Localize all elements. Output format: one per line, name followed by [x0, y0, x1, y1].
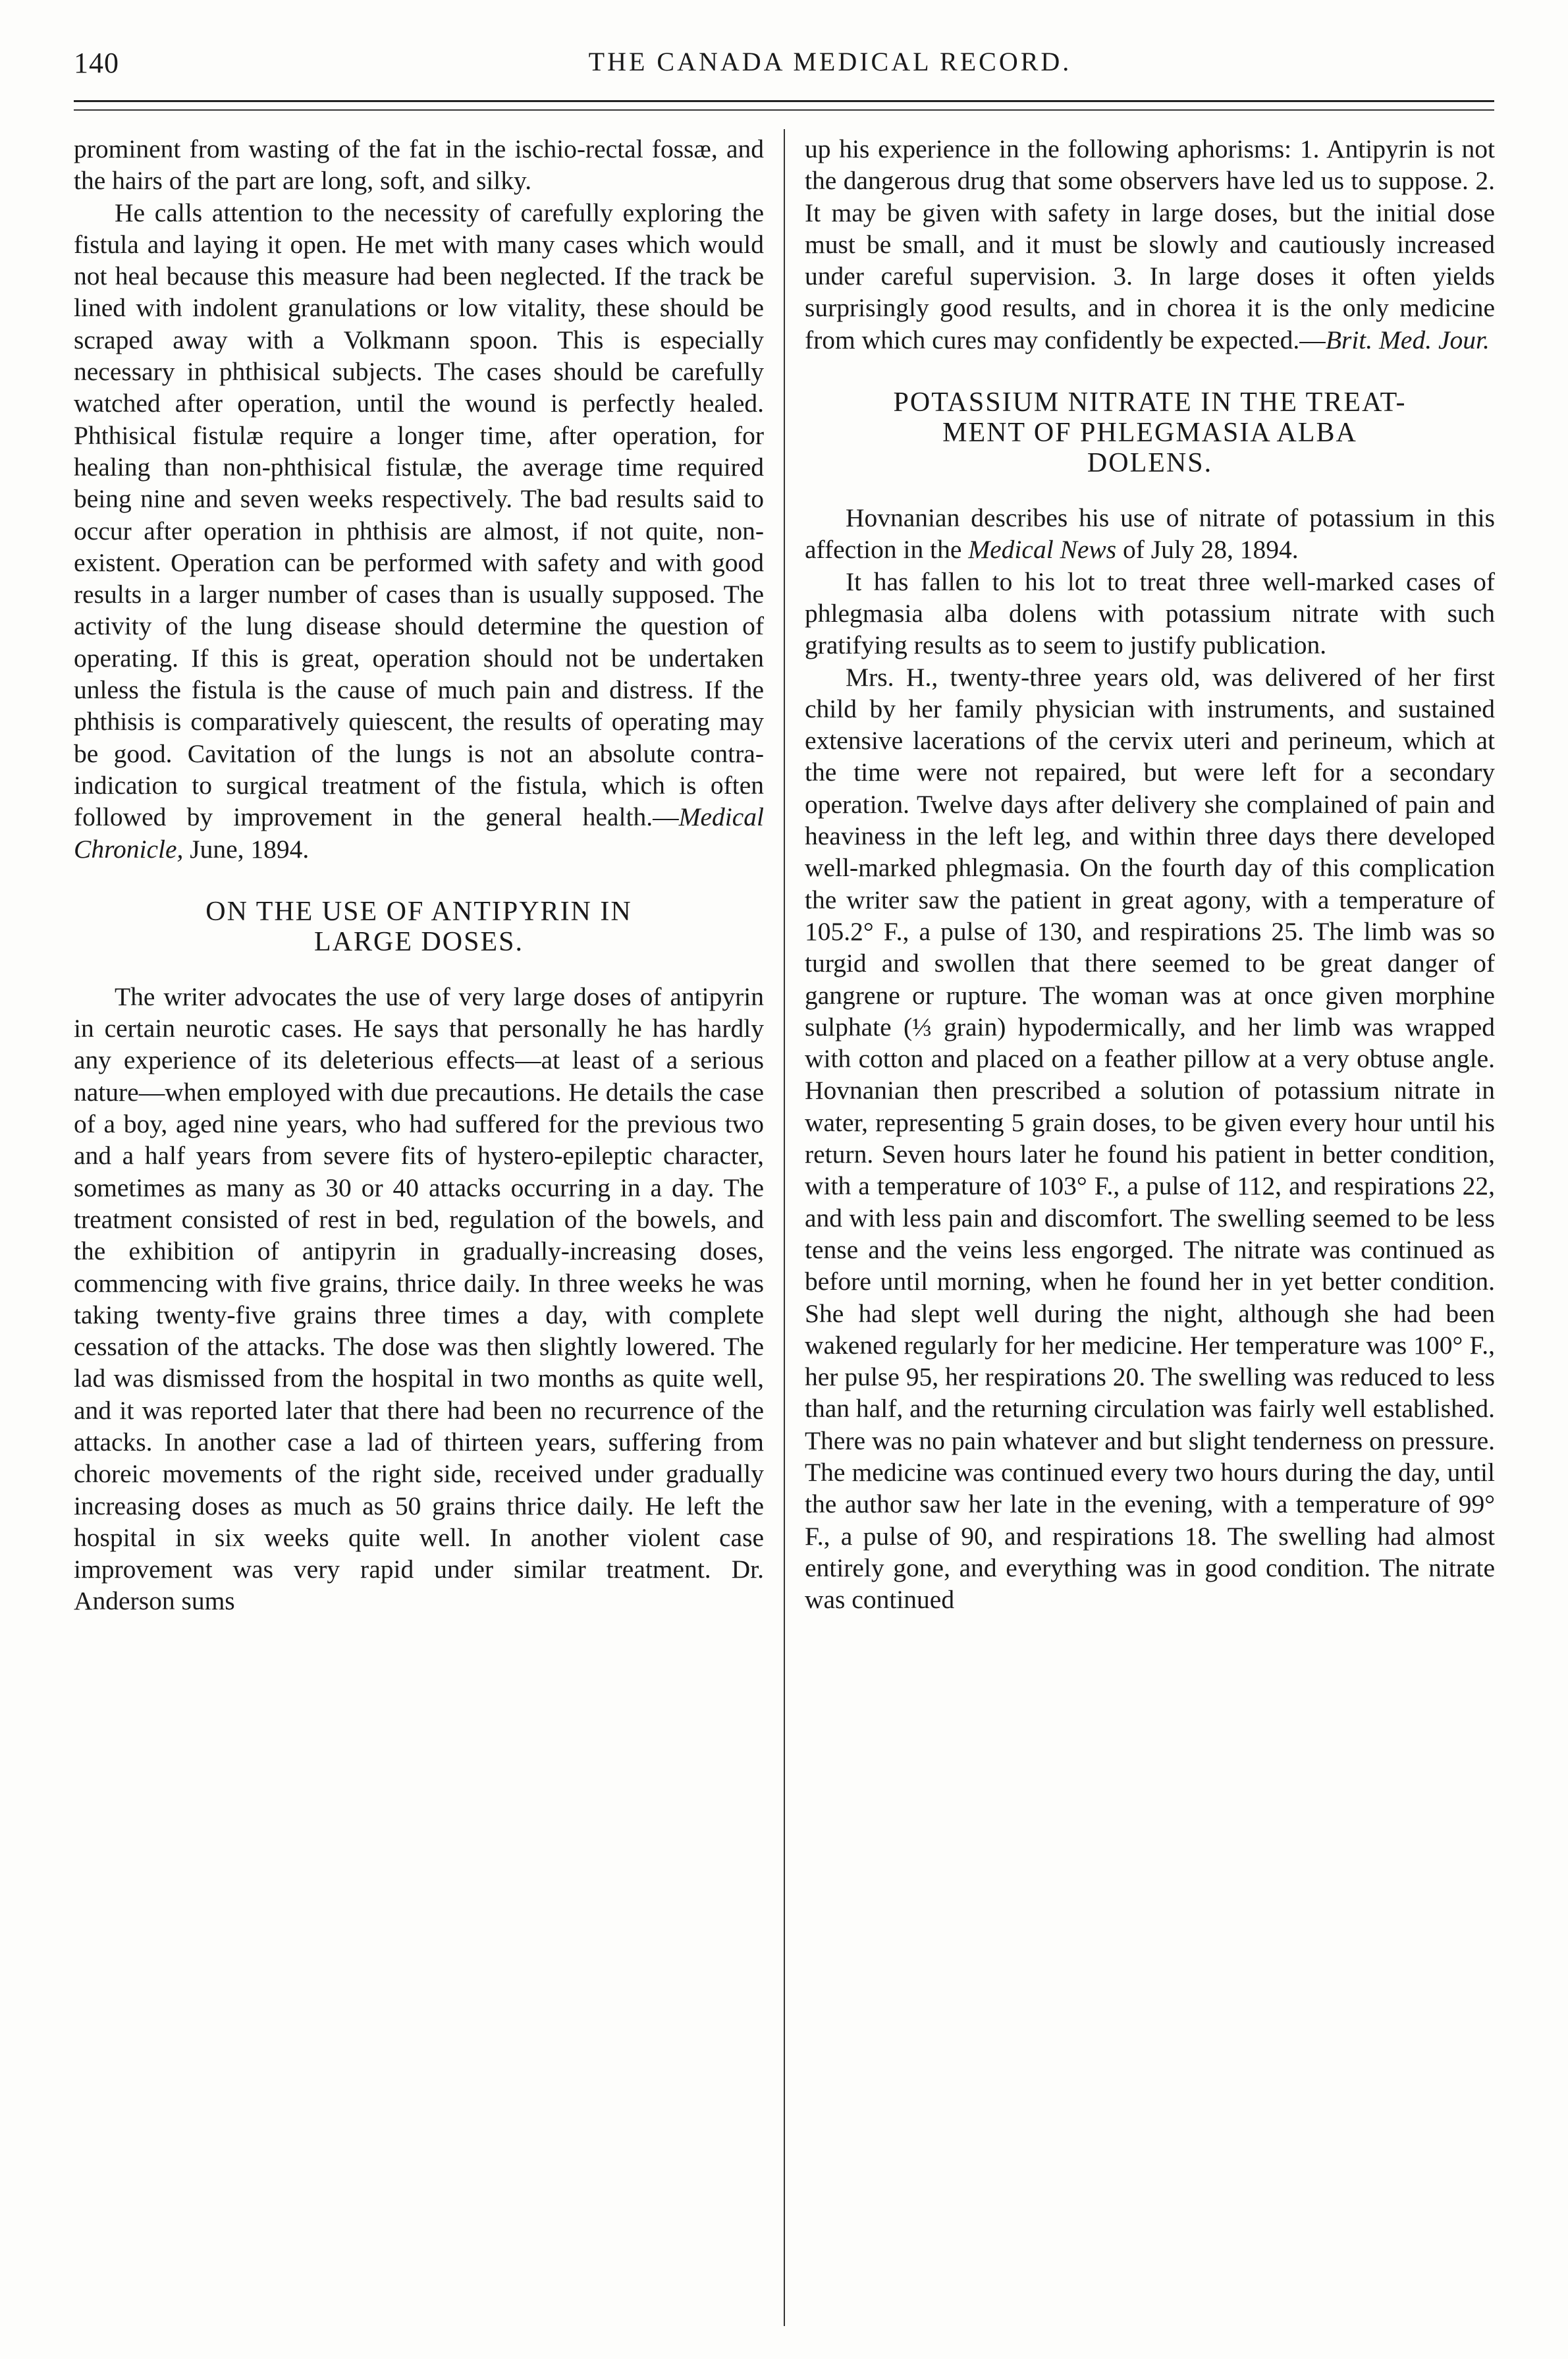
heading-line: ON THE USE OF ANTIPYRIN IN [205, 896, 632, 927]
header-rule-bottom [74, 109, 1494, 111]
paragraph-text: of July 28, 1894. [1116, 535, 1299, 565]
paragraph-text: He calls attention to the necessity of carefully exploring the fistula and laying it open. He met with many cases which would not heal because this measure had been neglected. If the track be lined with indolent granulations or low vitality, these should be scraped away with a Volkmann spoon. This is especially necessary in phthisical subjects. The cases should be carefully watched after operation, until the wound is perfectly healed. Phthisical fistulæ require a longer time, after operation, for healing than non-phthisical fistulæ, the average time required being nine and seven weeks respectively. The bad results said to occur after operation in phthisis are almost, if not quite, non-existent. Operation can be performed with safety and with good results in a larger number of cases than is usually supposed. The activity of the lung disease should determine the question of operating. If this is great, operation should not be undertaken unless the fistula is the cause of much pain and distress. If the phthisis is comparatively quiescent, the results of operating may be good. Cavitation of the lungs is not an absolute contra-indication to surgical treatment of the fistula, which is often followed by improvement in the general health.— [74, 198, 764, 832]
journal-title: THE CANADA MEDICAL RECORD. [588, 47, 1072, 76]
citation-source: Medical News [968, 535, 1117, 565]
paragraph-text: It has fallen to his lot to treat three well-marked cases of phlegmasia alba dolens with potassium nitrate with such gratifying results as to seem to justify publication. [805, 567, 1495, 660]
section-heading [805, 387, 1495, 478]
citation-source: Medical Chronicle, [74, 802, 764, 864]
section-heading [74, 897, 764, 957]
right-column [805, 133, 1495, 1615]
heading-line: DOLENS. [1087, 448, 1213, 479]
paragraph [805, 133, 1495, 356]
page-number: 140 [74, 47, 119, 79]
heading-line: MENT OF PHLEGMASIA ALBA [942, 418, 1357, 449]
paragraph-text: up his experience in the following aphorisms: 1. Antipyrin is not the dangerous drug that some observers have led us to suppose. 2. It may be given with safety in large doses, but the initial dose must be small, and it must be slowly and cautiously increased under careful supervision. 3. In large doses it often yields surprisingly good results, and in chorea it is the only medicine from which cures may confidently be expected.— [805, 134, 1495, 354]
paragraph [74, 981, 764, 1617]
running-head [0, 46, 1568, 86]
paragraph [805, 502, 1495, 566]
left-column [74, 133, 764, 1617]
paragraph [74, 197, 764, 865]
paragraph [74, 133, 764, 197]
paragraph [805, 566, 1495, 661]
citation-date: June, 1894. [183, 834, 310, 864]
heading-line: LARGE DOSES. [313, 926, 524, 957]
column-divider [784, 129, 785, 2326]
paragraph-text: Hovnanian describes his use of nitrate of potassium in this affection in the [805, 503, 1495, 565]
paragraph-text: prominent from wasting of the fat in the ischio-rectal fossæ, and the hairs of the part are long, soft, and silky. [74, 134, 764, 196]
citation-source: Brit. Med. Jour. [1325, 325, 1490, 354]
paragraph-text: Mrs. H., twenty-three years old, was delivered of her first child by her family physician with instruments, and sustained extensive lacerations of the cervix uteri and perineum, which at the time were not repaired, but were left for a secondary operation. Twelve days after delivery she complained of pain and heaviness in the left leg, and within three days there developed well-marked phlegmasia. On the fourth day of this complication the writer saw the patient in great agony, with a temperature of 105.2° F., a pulse of 130, and respirations 25. The limb was so turgid and swollen that there seemed to be great danger of gangrene or rupture. The woman was at once given morphine sulphate (⅓ grain) hypodermically, and her limb was wrapped with cotton and placed on a feather pillow at a very obtuse angle. Hovnanian then prescribed a solution of potassium nitrate in water, representing 5 grain doses, to be given every hour until his return. Seven hours later he found his patient in better condition, with a temperature of 103° F., a pulse of 112, and respirations 22, and with less pain and discomfort. The swelling seemed to be less tense and the veins less engorged. The nitrate was continued as before until morning, when he found her in yet better condition. She had slept well during the night, although she had been wakened regularly for her medicine. Her temperature was 100° F., her pulse 95, her respirations 20. The swelling was reduced to less than half, and the returning circulation was fairly well established. There was no pain whatever and but slight tenderness on pressure. The medicine was continued every two hours during the day, until the author saw her late in the evening, with a temperature of 99° F., a pulse of 90, and respirations 18. The swelling had almost entirely gone, and everything was in good condition. The nitrate was continued [805, 662, 1495, 1615]
paragraph-text: The writer advocates the use of very large doses of antipyrin in certain neurotic cases. He says that personally he has hardly any experience of its deleterious effects—at least of a serious nature—when employed with due precautions. He details the case of a boy, aged nine years, who had suffered for the previous two and a half years from severe fits of hystero-epileptic character, sometimes as many as 30 or 40 attacks occurring in a day. The treatment consisted of rest in bed, regulation of the bowels, and the exhibition of antipyrin in gradually-increasing doses, commencing with five grains, thrice daily. In three weeks he was taking twenty-five grains three times a day, with complete cessation of the attacks. The dose was then slightly lowered. The lad was dismissed from the hospital in two months as quite well, and it was reported later that there had been no recurrence of the attacks. In another case a lad of thirteen years, suffering from choreic movements of the right side, received under gradually increasing doses as much as 50 grains thrice daily. He left the hospital in six weeks quite well. In another violent case improvement was very rapid under similar treatment. Dr. Anderson sums [74, 982, 764, 1616]
header-rule-top [74, 100, 1494, 102]
paragraph [805, 661, 1495, 1616]
heading-line: POTASSIUM NITRATE IN THE TREAT- [893, 387, 1407, 418]
